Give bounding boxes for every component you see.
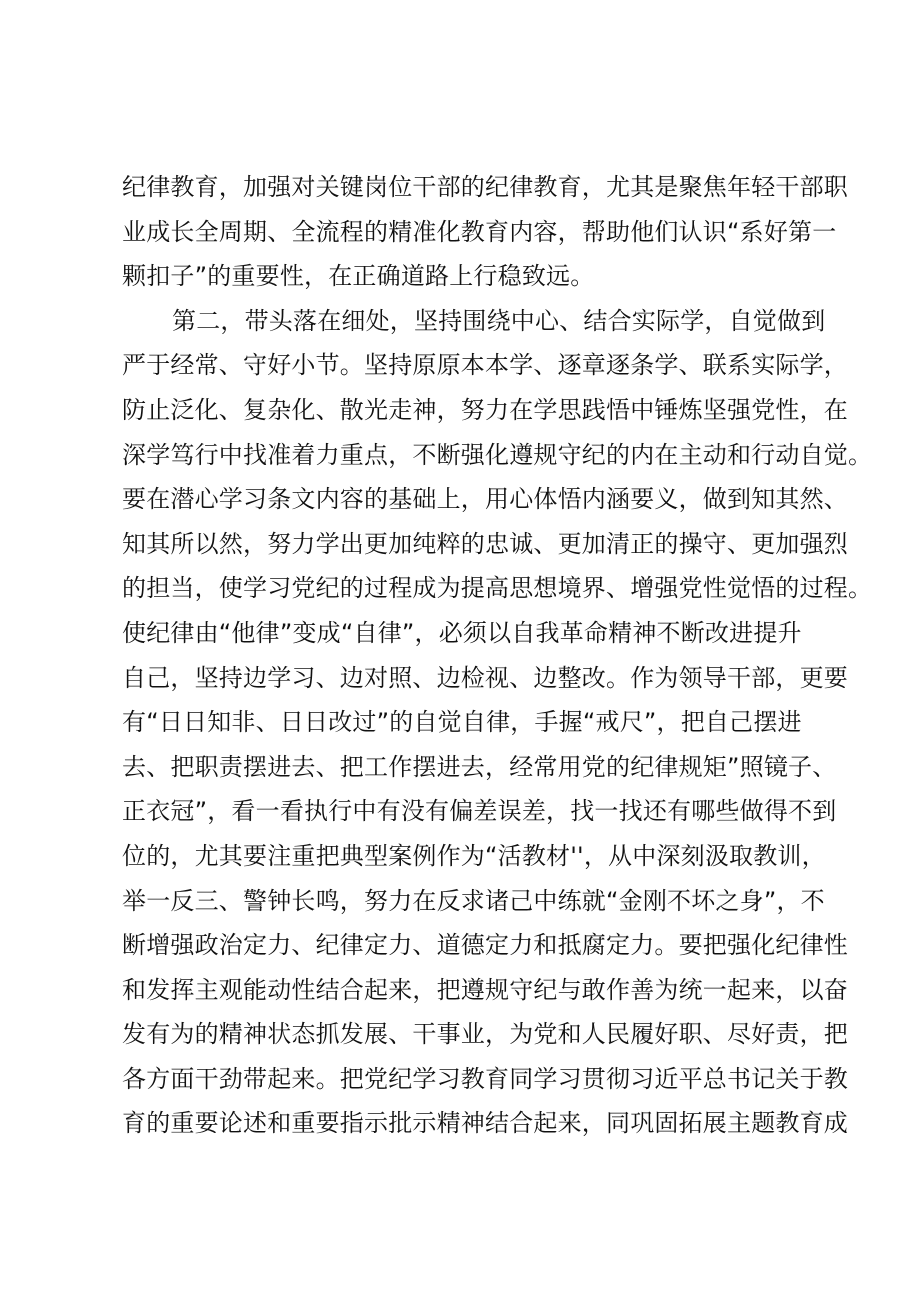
text-line: 深学笃行中找准着力重点，不断强化遵规守纪的内在主动和行动自觉。 xyxy=(122,440,873,469)
text-line: 和发挥主观能动性结合起来，把遵规守纪与敢作善为统一起来，以奋 xyxy=(122,975,848,1004)
text-line: 育的重要论述和重要指示批示精神结合起来，同巩固拓展主题教育成 xyxy=(122,1109,848,1138)
text-line: 要在潜心学习条文内容的基础上，用心体悟内涵要义，做到知其然、 xyxy=(122,485,848,514)
text-line: 的担当，使学习党纪的过程成为提高思想境界、增强党性觉悟的过程。 xyxy=(122,574,873,603)
body-text xyxy=(122,165,873,1146)
text-line: 防止泛化、复杂化、散光走神，努力在学思践悟中锤炼坚强党性，在 xyxy=(122,395,848,424)
text-line: 颗扣子”的重要性，在正确道路上行稳致远。 xyxy=(122,262,595,291)
text-line: 正衣冠”，看一看执行中有没有偏差误差，找一找还有哪些做得不到 xyxy=(122,797,837,826)
text-line: 去、把职责摆进去、把工作摆进去，经常用党的纪律规矩”照镜子、 xyxy=(122,752,837,781)
text-line: 业成长全周期、全流程的精准化教育内容，帮助他们认识“系好第一 xyxy=(122,217,837,246)
text-line: 位的，尤其要注重把典型案例作为“活教材''，从中深刻汲取教训， xyxy=(122,841,826,870)
paragraph-start-line: 第二，带头落在细处，坚持围绕中心、结合实际学，自觉做到 xyxy=(172,306,826,335)
text-line: 发有为的精神状态抓发展、干事业，为党和人民履好职、尽好责，把 xyxy=(122,1020,848,1049)
text-line: 使纪律由“他律”变成“自律”，必须以自我革命精神不断改进提升 xyxy=(122,618,802,647)
text-line: 知其所以然，努力学出更加纯粹的忠诚、更加清正的操守、更加强烈 xyxy=(122,529,848,558)
text-line: 严于经常、守好小节。坚持原原本本学、逐章逐条学、联系实际学， xyxy=(122,351,848,380)
text-line: 各方面干劲带起来。把党纪学习教育同学习贯彻习近平总书记关于教 xyxy=(122,1064,848,1093)
text-line: 举一反三、警钟长鸣，努力在反求诸己中练就“金刚不坏之身”，不 xyxy=(122,886,825,915)
text-line: 自己，坚持边学习、边对照、边检视、边整改。作为领导干部，更要 xyxy=(122,663,848,692)
text-line: 有“日日知非、日日改过”的自觉自律，手握“戒尺”，把自己摆进 xyxy=(122,708,802,737)
text-line: 断增强政治定力、纪律定力、道德定力和抵腐定力。要把强化纪律性 xyxy=(122,931,848,960)
text-line: 纪律教育，加强对关键岗位干部的纪律教育，尤其是聚焦年轻干部职 xyxy=(122,173,848,201)
